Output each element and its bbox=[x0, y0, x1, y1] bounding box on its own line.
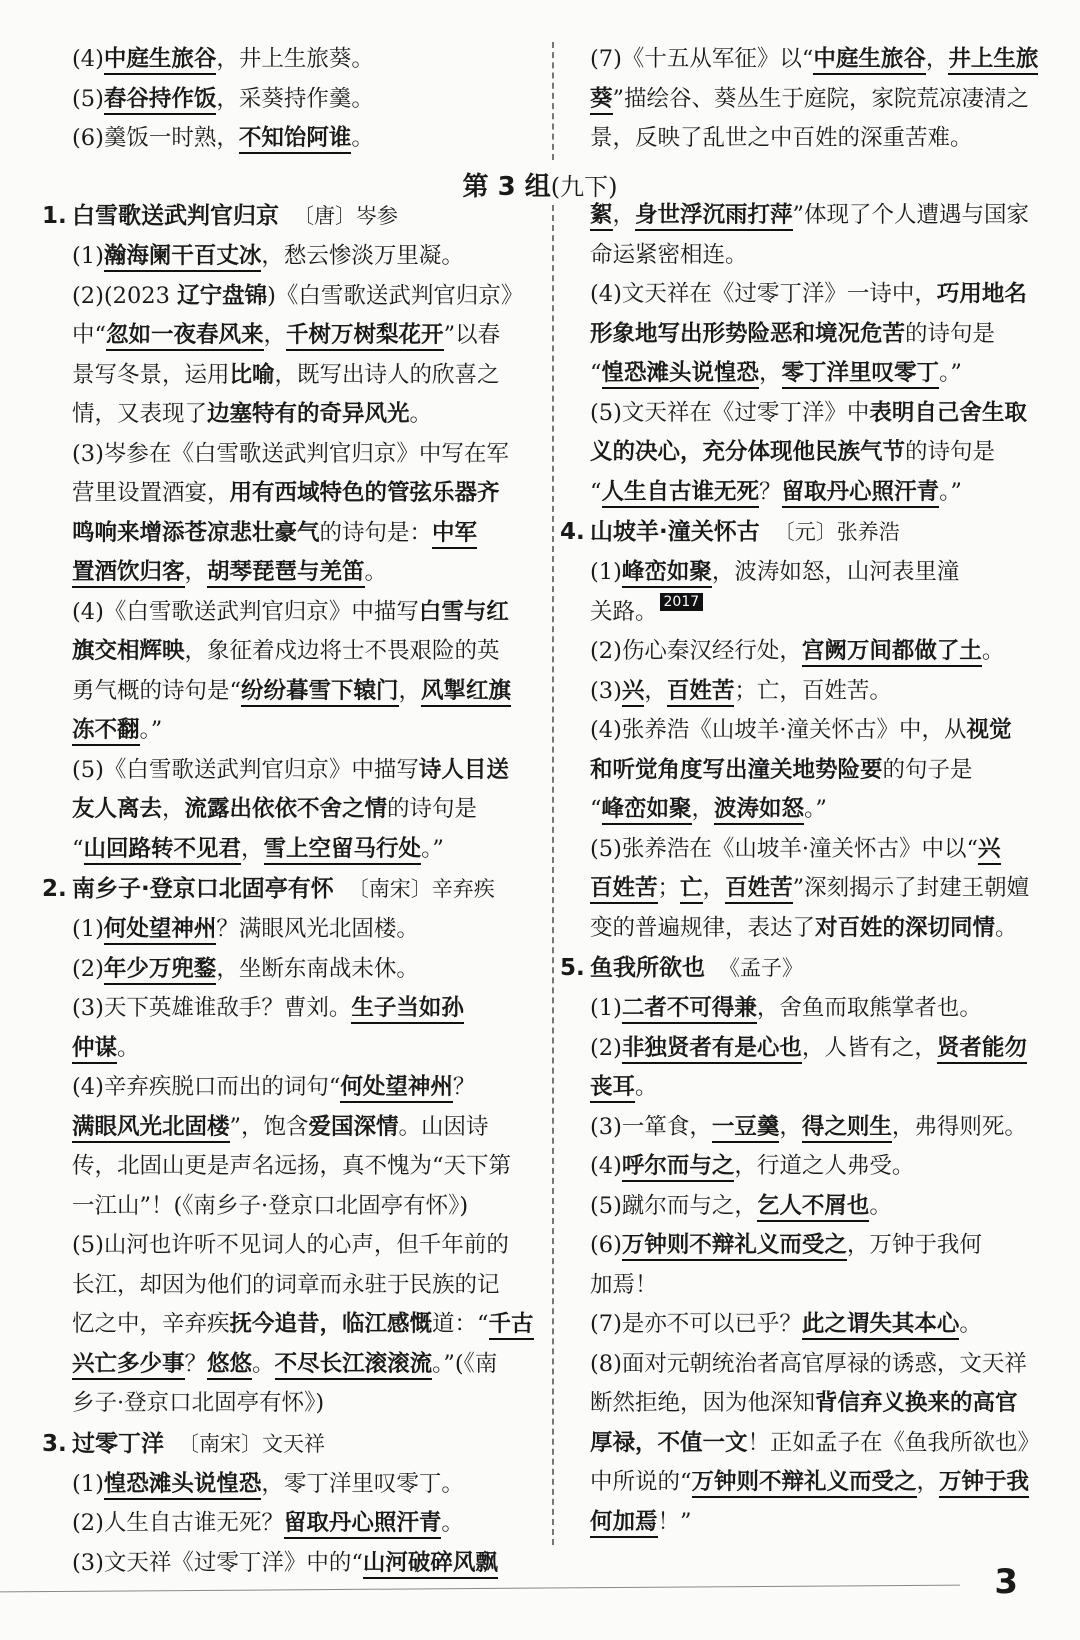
answer-line: 中所说的“万钟则不辩礼义而受之，万钟于我 bbox=[590, 1463, 1060, 1503]
answer-line: 形象地写出形势险恶和境况危苦的诗句是 bbox=[590, 320, 996, 347]
answer-line: (4)辛弃疾脱口而出的词句“何处望神州？ bbox=[72, 1068, 540, 1108]
answer-line: 断然拒绝，因为他深知背信弃义换来的高官 bbox=[590, 1390, 1018, 1416]
answer-line: 勇气概的诗句是“纷纷暮雪下辕门，风掣红旗 bbox=[72, 672, 540, 712]
answer-line: 义的决心，充分体现他民族气节的诗句是 bbox=[590, 439, 996, 465]
answer-line: 丧耳。 bbox=[590, 1068, 1060, 1108]
answer-line: 满眼风光北固楼”，饱含爱国深情。山因诗 bbox=[72, 1108, 540, 1148]
answer-line: (2)人生自古谁无死？留取丹心照汗青。 bbox=[72, 1504, 540, 1544]
answer-line: 营里设置酒宴，用有西域特色的管弦乐器齐 bbox=[72, 480, 500, 506]
answer-line: “峰峦如聚，波涛如怒。” bbox=[590, 790, 1060, 830]
answer-line: (1)瀚海阑干百丈冰，愁云惨淡万里凝。 bbox=[72, 237, 540, 277]
answer-line: 兴亡多少事？悠悠。不尽长江滚滚流。”(《南 bbox=[72, 1345, 540, 1385]
answer-line: “惶恐滩头说惶恐，零丁洋里叹零丁。” bbox=[590, 354, 1060, 394]
answer-line: 景写冬景，运用比喻，既写出诗人的欣喜之 bbox=[72, 361, 500, 388]
answer-line: 中“忽如一夜春风来，千树万树梨花开”以春 bbox=[72, 316, 540, 356]
answer-line: (8)面对元朝统治者高官厚禄的诱惑，文天祥 bbox=[590, 1350, 1027, 1377]
year-badge: 2017 bbox=[660, 593, 704, 611]
answer-line: 忆之中，辛弃疾抚今追昔，临江感慨道：“千古 bbox=[72, 1305, 540, 1345]
section-heading: 1. 白雪歌送武判官归京 〔唐〕岑参 bbox=[42, 203, 398, 229]
answer-line: 冻不翻。” bbox=[72, 711, 540, 751]
answer-line: (6)万钟则不辩礼义而受之，万钟于我何 bbox=[590, 1226, 1060, 1266]
answer-line: (1)峰峦如聚，波涛如怒，山河表里潼 bbox=[590, 553, 1060, 593]
answer-line: (1)何处望神州？满眼风光北固楼。 bbox=[72, 910, 540, 950]
answer-line: 乡子·登京口北固亭有怀》) bbox=[72, 1390, 325, 1416]
answer-line: 景，反映了乱世之中百姓的深重苦难。 bbox=[590, 125, 973, 151]
answer-line: 一江山”！(《南乡子·登京口北固亭有怀》) bbox=[72, 1192, 469, 1219]
answer-line: “山回路转不见君，雪上空留马行处。” bbox=[72, 830, 540, 870]
answer-line: 何加焉！” bbox=[590, 1503, 1060, 1543]
answer-line: (4)《白雪歌送武判官归京》中描写白雪与红 bbox=[72, 598, 509, 625]
answer-line: 情，又表现了边塞特有的奇异风光。 bbox=[72, 401, 433, 427]
answer-line: 变的普遍规律，表达了对百姓的深切同情。 bbox=[590, 914, 1018, 941]
answer-line: (7)是亦不可以已乎？此之谓失其本心。 bbox=[590, 1305, 1060, 1345]
answer-line: 加焉！ bbox=[590, 1271, 658, 1298]
page-number: 3 bbox=[994, 1562, 1018, 1602]
answer-line: 传，北固山更是声名远扬，真不愧为“天下第 bbox=[72, 1153, 512, 1179]
answer-line: (2)非独贤者有是心也，人皆有之，贤者能勿 bbox=[590, 1029, 1060, 1069]
answer-line: “人生自古谁无死？留取丹心照汗青。” bbox=[590, 473, 1060, 513]
answer-line: (4)呼尔而与之，行道之人弗受。 bbox=[590, 1147, 1060, 1187]
answer-line: (3)文天祥《过零丁洋》中的“山河破碎风飘 bbox=[72, 1544, 540, 1584]
answer-line: 鸣响来增添苍凉悲壮豪气的诗句是：中军 bbox=[72, 514, 540, 554]
answer-line: (5)《白雪歌送武判官归京》中描写诗人目送 bbox=[72, 756, 509, 783]
answer-line: 友人离去，流露出依依不舍之情的诗句是 bbox=[72, 796, 478, 822]
answer-line: (3)一箪食，一豆羹，得之则生，弗得则死。 bbox=[590, 1108, 1060, 1148]
column-divider-main bbox=[552, 205, 554, 1545]
answer-line: (3)兴，百姓苦；亡，百姓苦。 bbox=[590, 672, 1060, 712]
answer-line: 絮，身世浮沉雨打萍”体现了个人遭遇与国家 bbox=[590, 196, 1060, 236]
answer-line: (5)舂谷持作饭，采葵持作羹。 bbox=[72, 80, 540, 120]
answer-line: 关路。 2017 bbox=[590, 593, 1060, 633]
answer-line: (4)张养浩《山坡羊·潼关怀古》中，从视觉 bbox=[590, 717, 1012, 743]
answer-line: (1)二者不可得兼，舍鱼而取熊掌者也。 bbox=[590, 989, 1060, 1029]
section-heading: 2. 南乡子·登京口北固亭有怀 〔南宋〕辛弃疾 bbox=[42, 876, 495, 902]
answer-line: 和听觉角度写出潼关地势险要的句子是 bbox=[590, 756, 973, 783]
answer-line: (5)文天祥在《过零丁洋》中表明自己舍生取 bbox=[590, 399, 1027, 426]
top-left-block bbox=[72, 40, 540, 159]
answer-line: 厚禄，不值一文！正如孟子在《鱼我所欲也》 bbox=[590, 1429, 1041, 1456]
section-heading: 4. 山坡羊·潼关怀古 〔元〕张养浩 bbox=[560, 519, 900, 545]
answer-line: 长江，却因为他们的词章而永驻于民族的记 bbox=[72, 1271, 500, 1298]
answer-line: (3)天下英雄谁敌手？曹刘。生子当如孙 bbox=[72, 989, 540, 1029]
answer-line: 葵”描绘谷、葵丛生于庭院，家院荒凉凄清之 bbox=[590, 80, 1060, 120]
top-right-block bbox=[590, 40, 1060, 159]
right-column bbox=[560, 196, 1060, 1542]
answer-line: (5)山河也许听不见词人的心声，但千年前的 bbox=[72, 1232, 509, 1258]
column-divider-top bbox=[552, 42, 554, 160]
answer-line: (4)文天祥在《过零丁洋》一诗中，巧用地名 bbox=[590, 281, 1027, 307]
answer-line: (1)惶恐滩头说惶恐，零丁洋里叹零丁。 bbox=[72, 1465, 540, 1505]
answer-line: (5)张养浩在《山坡羊·潼关怀古》中以“兴 bbox=[590, 830, 1060, 870]
left-column bbox=[42, 196, 540, 1583]
section-heading: 3. 过零丁洋 〔南宋〕文天祥 bbox=[42, 1430, 325, 1457]
answer-line: (2)(2023 辽宁盘锦)《白雪歌送武判官归京》 bbox=[72, 282, 524, 309]
answer-line: (7)《十五从军征》以“中庭生旅谷，井上生旅 bbox=[590, 40, 1060, 80]
answer-line: (6)羹饭一时熟，不知饴阿谁。 bbox=[72, 119, 540, 159]
answer-line: (5)蹴尔而与之，乞人不屑也。 bbox=[590, 1187, 1060, 1227]
group-title: 第 3 组(九下) bbox=[462, 172, 618, 202]
answer-line: (4)中庭生旅谷，井上生旅葵。 bbox=[72, 40, 540, 80]
answer-line: 仲谋。 bbox=[72, 1029, 540, 1069]
section-heading: 5. 鱼我所欲也 《孟子》 bbox=[560, 955, 803, 981]
answer-line: (2)伤心秦汉经行处，宫阙万间都做了土。 bbox=[590, 632, 1060, 672]
answer-line: 置酒饮归客，胡琴琵琶与羌笛。 bbox=[72, 553, 540, 593]
answer-line: 百姓苦；亡，百姓苦”深刻揭示了封建王朝嬗 bbox=[590, 869, 1060, 909]
answer-line: 命运紧密相连。 bbox=[590, 241, 748, 268]
answer-line: (3)岑参在《白雪歌送武判官归京》中写在军 bbox=[72, 440, 509, 467]
answer-line: 旗交相辉映，象征着戍边将士不畏艰险的英 bbox=[72, 638, 500, 664]
footer-rule bbox=[0, 1585, 960, 1593]
answer-line: (2)年少万兜鍪，坐断东南战未休。 bbox=[72, 950, 540, 990]
